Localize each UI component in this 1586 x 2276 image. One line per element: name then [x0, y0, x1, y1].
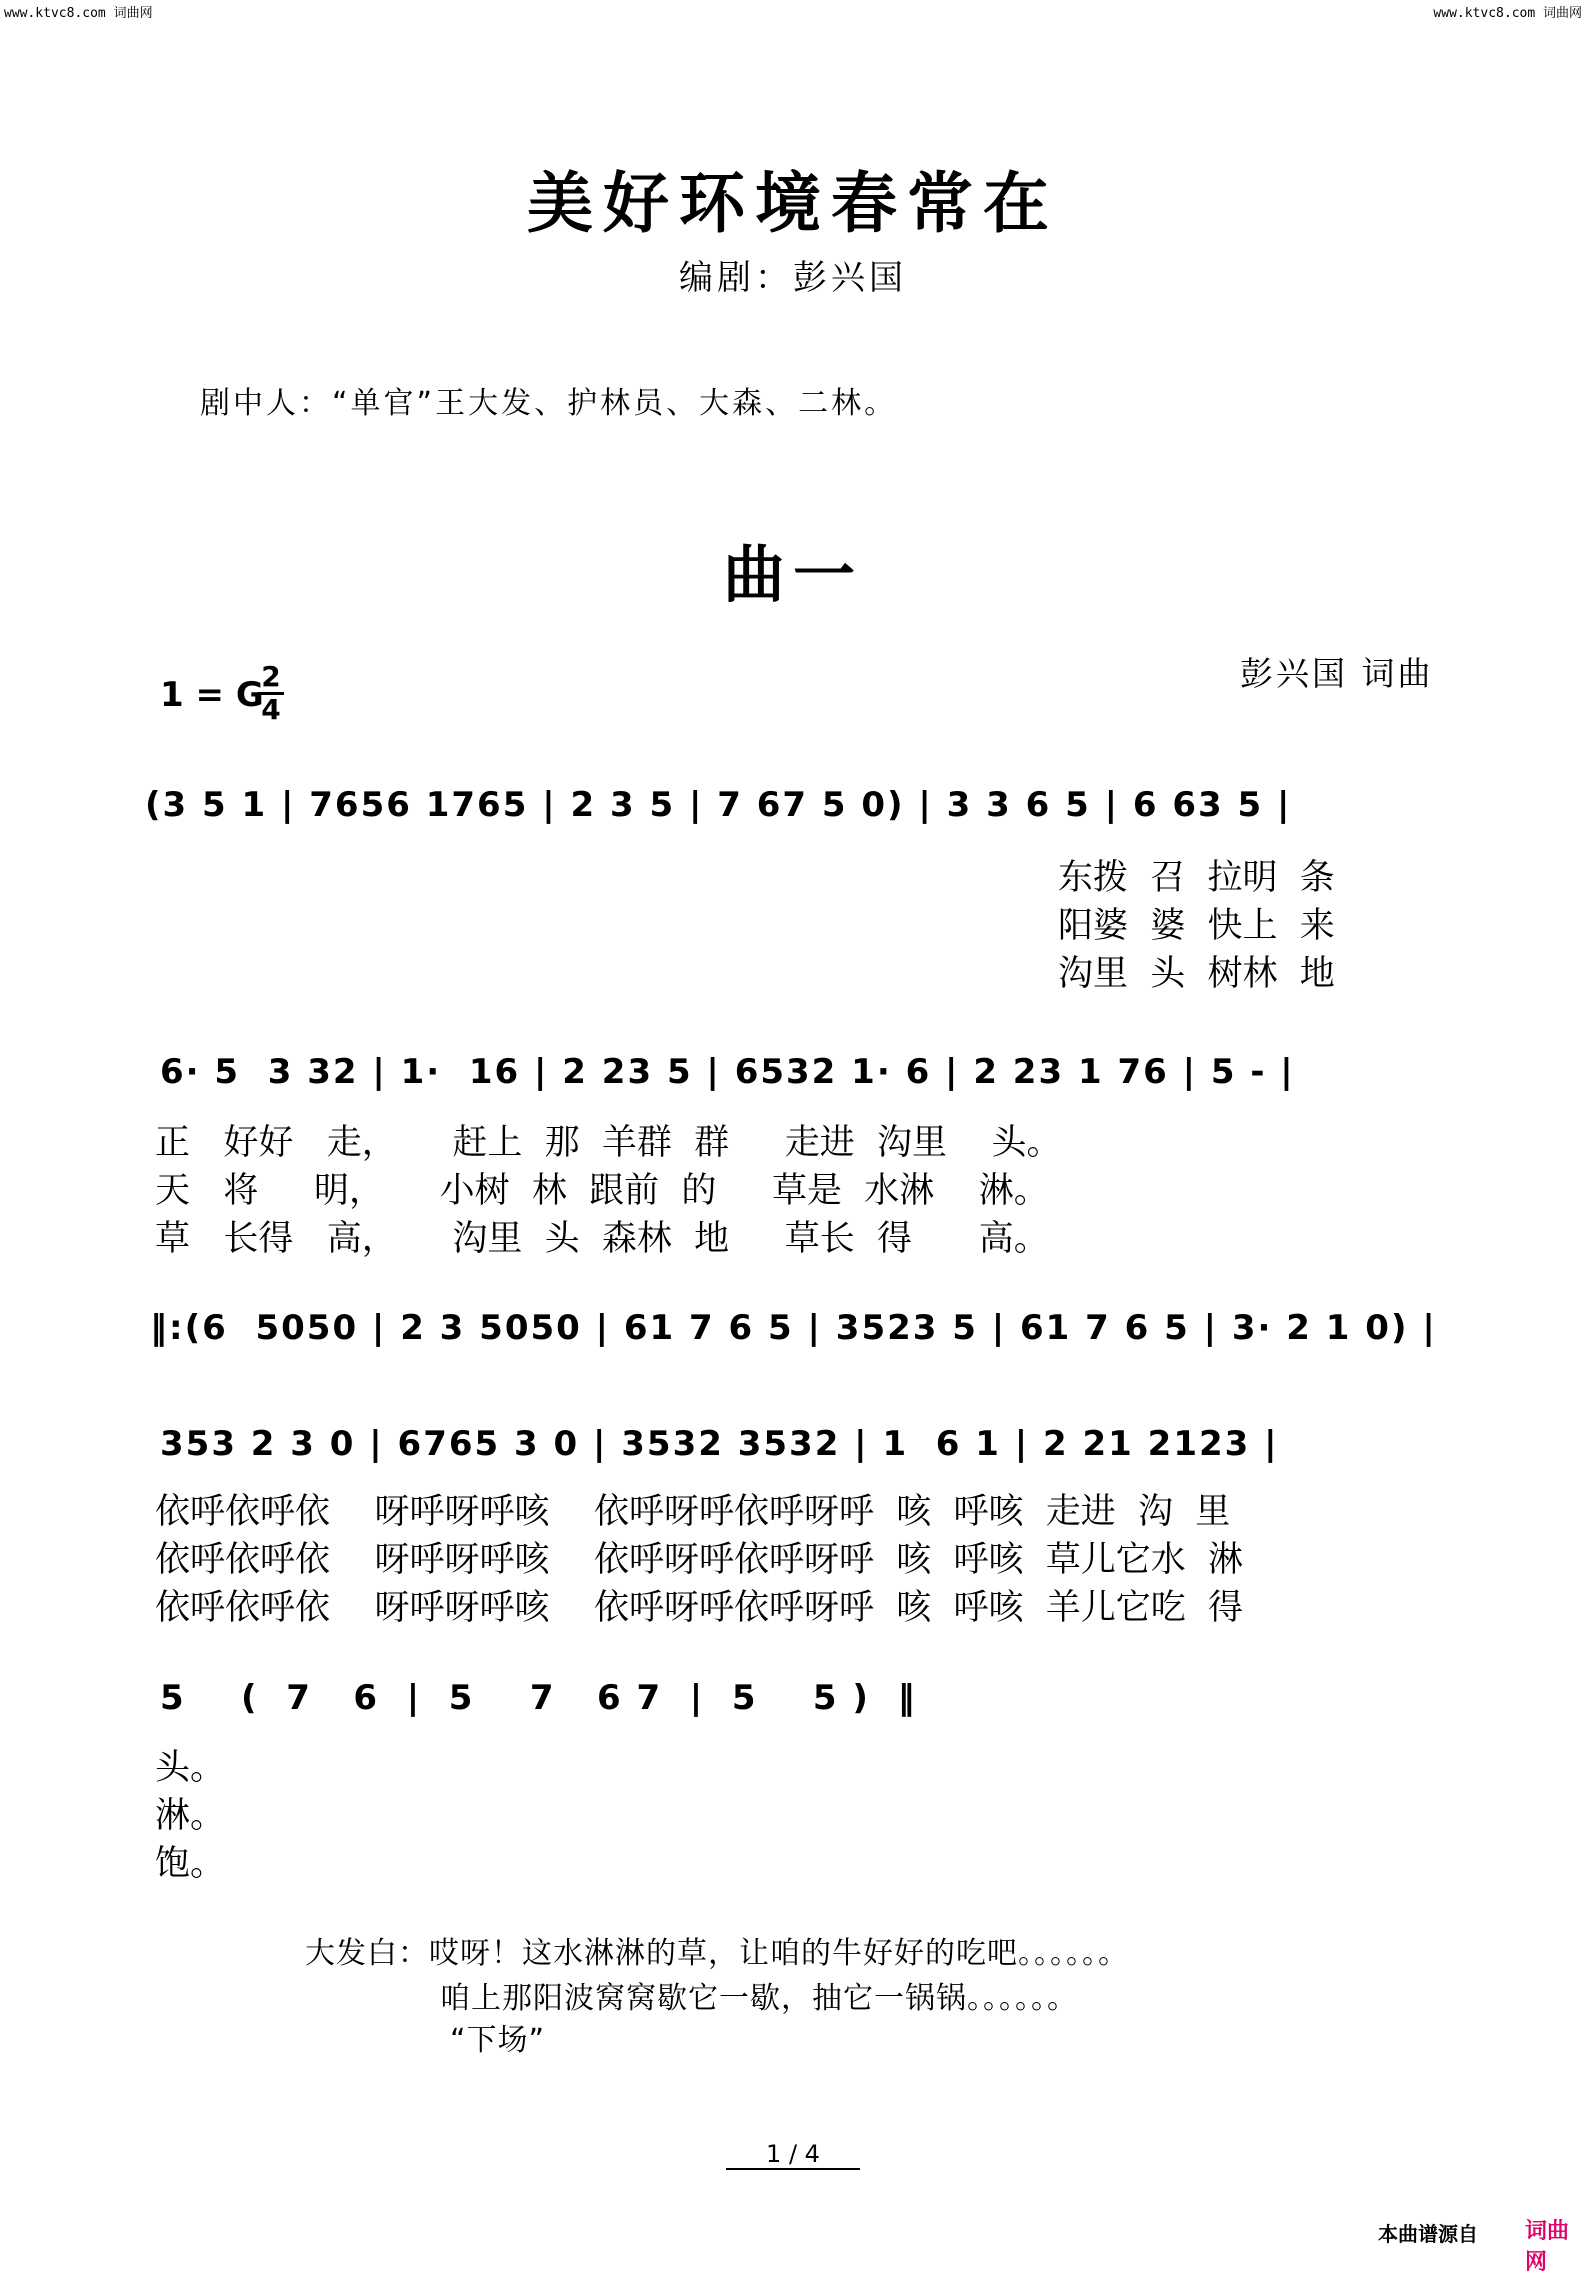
- time-signature: [258, 662, 284, 725]
- characters-line: 剧中人：“单官”王大发、护林员、大森、二林。: [200, 386, 898, 421]
- score-line-5-notes: 5 ( 7 6 | 5 7 6 7 | 5 5 ) ‖: [160, 1678, 917, 1718]
- composer-line: 彭兴国 词曲: [1240, 654, 1434, 693]
- header-url-left[interactable]: www.ktvc8.com 词曲网: [4, 6, 153, 21]
- key-signature: 1 = G: [160, 675, 264, 715]
- author-line: 编剧：彭兴国: [679, 258, 907, 298]
- score-line-5-lyric-2: 淋。: [155, 1796, 226, 1836]
- score-line-1-notes: (3 5 1 | 7656 1765 | 2 3 5 | 7 67 5 0) | 3 3 6 5 | 6 63 5 |: [145, 785, 1292, 825]
- time-signature-top: 2: [261, 660, 281, 693]
- score-line-4-lyric-1: 依呼依呼依 呀呼呀呼咳 依呼呀呼依呼呀呼 咳 呼咳 走进 沟 里: [155, 1492, 1231, 1532]
- score-line-2-lyric-1: 正 好好 走， 赶上 那 羊群 群 走进 沟里 头。: [155, 1123, 1062, 1163]
- section-title: 曲一: [722, 538, 863, 611]
- page-number: [0, 2140, 1586, 2168]
- dialog-line-1: 大发白：哎呀！这水淋淋的草，让咱的牛好好的吃吧。。。。。。: [305, 1936, 1129, 1971]
- score-line-2-lyric-3: 草 长得 高， 沟里 头 森林 地 草长 得 高。: [155, 1219, 1049, 1259]
- score-line-2-notes: 6· 5 3 32 | 1· 16 | 2 23 5 | 6532 1· 6 | 2 23 1 76 | 5 - |: [160, 1052, 1295, 1092]
- score-line-2-lyric-2: 天 将 明， 小树 林 跟前 的 草是 水淋 淋。: [155, 1171, 1049, 1211]
- page-number-text: 1 / 4: [726, 2140, 860, 2170]
- score-line-1-lyric-2: 阳婆 婆 快上 来: [1058, 906, 1335, 946]
- dialog-line-3: “下场”: [450, 2023, 546, 2058]
- time-signature-bottom: 4: [261, 693, 281, 726]
- score-line-5-lyric-1: 头。: [155, 1748, 226, 1788]
- song-title: 美好环境春常在: [527, 165, 1059, 242]
- header-url-right[interactable]: www.ktvc8.com 词曲网: [1433, 6, 1582, 21]
- score-line-4-notes: 353 2 3 0 | 6765 3 0 | 3532 3532 | 1 6 1 | 2 21 2123 |: [160, 1424, 1279, 1464]
- score-line-5-lyric-3: 饱。: [155, 1844, 226, 1884]
- score-line-4-lyric-3: 依呼依呼依 呀呼呀呼咳 依呼呀呼依呼呀呼 咳 呼咳 羊儿它吃 得: [155, 1588, 1244, 1628]
- score-line-1-lyric-1: 东拨 召 拉明 条: [1058, 858, 1335, 898]
- score-line-3-notes: ‖:(6 5050 | 2 3 5050 | 61 7 6 5 | 3523 5 | 61 7 6 5 | 3· 2 1 0) |: [150, 1308, 1437, 1348]
- score-line-4-lyric-2: 依呼依呼依 呀呼呀呼咳 依呼呀呼依呼呀呼 咳 呼咳 草儿它水 淋: [155, 1540, 1244, 1580]
- source-label: 本曲谱源自: [1378, 2222, 1478, 2246]
- score-line-1-lyric-3: 沟里 头 树林 地: [1058, 954, 1335, 994]
- dialog-line-2: 咱上那阳波窝窝歇它一歇，抽它一锅锅。。。。。。: [440, 1981, 1078, 2016]
- source-logo[interactable]: 词曲网: [1525, 2219, 1570, 2275]
